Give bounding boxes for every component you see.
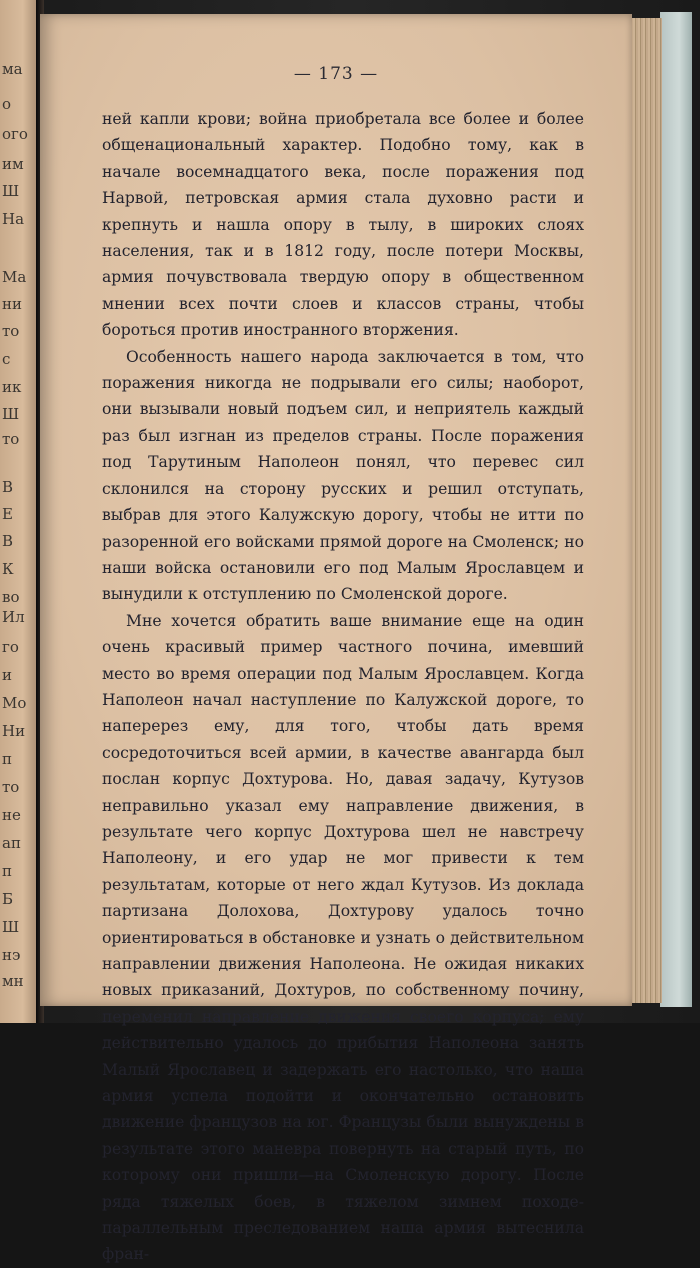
body-text xyxy=(102,106,584,1268)
paragraph-continued: ней капли крови; война приобретала все более и более общенациональный характер. Подобно тому, как в начале восемнадцатого века, после поражения под Нарвой, петровская армия стала духовно расти и крепнуть и нашла опору в тылу, в широких слоях населения, так и в 1812 году, после потери Москвы, армия почувствовала твердую опору в общественном мнении всех почти слоев и классов страны, чтобы бороться против иностранного вторжения. xyxy=(102,110,584,340)
left-page-fragment: Ш xyxy=(2,405,20,423)
book-page xyxy=(40,14,632,1264)
left-page-fragment: Ш xyxy=(2,182,20,200)
left-page-fragment: ап xyxy=(2,834,21,852)
paragraph: Особенность нашего народа заключается в том, что поражения никогда не подрывали его силы; наоборот, они вызывали новый подъем сил, и неприятель каждый раз был изгнан из пределов страны. После поражения под Тарутиным Наполеон понял, что перевес сил склонился на сторону русских и решил отступать, выбрав для этого Калужскую дорогу, чтобы не итти по разоренной его войсками прямой дороге на Смоленск; но наши войска остановили его под Малым Ярославцем и вынудили к отступлению по Смоленской дороге. xyxy=(102,347,584,604)
left-page-fragment: то xyxy=(2,322,20,340)
page-number: — 173 — xyxy=(293,64,379,84)
left-page-fragment: то xyxy=(2,778,20,796)
left-page-fragment: им xyxy=(2,155,24,173)
left-page-fragment: п xyxy=(2,862,12,880)
left-page-fragment: ик xyxy=(2,378,22,396)
left-page-fragment: Ма xyxy=(2,268,27,286)
page-stack-edge xyxy=(628,18,662,1003)
left-page-fragment: В xyxy=(2,478,14,496)
left-page-fragment: Ни xyxy=(2,722,26,740)
left-page-fragment: Мо xyxy=(2,694,27,712)
left-page-fragment: п xyxy=(2,750,12,768)
left-page-fragment: мн xyxy=(2,972,24,990)
left-page-fragment: В xyxy=(2,532,14,550)
book-cover-edge xyxy=(660,12,692,1007)
left-page-fragment: ого xyxy=(2,125,28,143)
left-page-edge xyxy=(0,0,38,1023)
left-page-fragment: Е xyxy=(2,505,13,523)
left-page-fragment: не xyxy=(2,806,21,824)
left-page-fragment: во xyxy=(2,588,20,606)
left-page-fragment: К xyxy=(2,560,14,578)
left-page-fragment: Б xyxy=(2,890,14,908)
left-page-fragment: Ш xyxy=(2,918,20,936)
left-page-fragment: и xyxy=(2,666,12,684)
paragraph: Мне хочется обратить ваше внимание еще на один очень красивый пример частного почина, имевший место во время операции под Малым Ярославцем. Когда Наполеон начал наступление по Калужской дороге, то наперерез ему, для того, чтобы дать время сосредоточиться всей армии, в качестве авангарда был послан корпус Дохтурова. Но, давая задачу, Кутузов неправильно указал ему направление движения, в результате чего корпус Дохтурова шел не навстречу Наполеону, и его удар не мог привести к тем результатам, которые от него ждал Кутузов. Из доклада партизана Долохова, Дохтурову удалось точно ориентироваться в обстановке и узнать о действительном направлении движения Наполеона. Не ожидая никаких новых приказаний, Дохтуров, по собственному почину, переменил направление движения своего корпуса; ему действительно удалось до прибытия Наполеона занять Малый Ярославец и задержать его настолько, что наша армия успела подойти и окончательно остановить движение французов на юг. Французы были вынуждены в результате этого маневра повернуть на старый путь, по которому они пришли—на Смоленскую дорогу. После ряда тяжелых боев, в тяжелом зимнем походе-параллельным преследованием наша армия вытеснила фран- xyxy=(102,611,584,1264)
left-page-fragment: нэ xyxy=(2,946,21,964)
left-page-fragment: с xyxy=(2,350,11,368)
left-page-fragment: то xyxy=(2,430,20,448)
left-page-fragment: На xyxy=(2,210,25,228)
left-page-fragment: ни xyxy=(2,295,22,313)
left-page-fragment: о xyxy=(2,95,12,113)
left-page-fragment: Ил xyxy=(2,608,25,626)
left-page-fragment: ма xyxy=(2,60,23,78)
left-page-fragment: го xyxy=(2,638,19,656)
